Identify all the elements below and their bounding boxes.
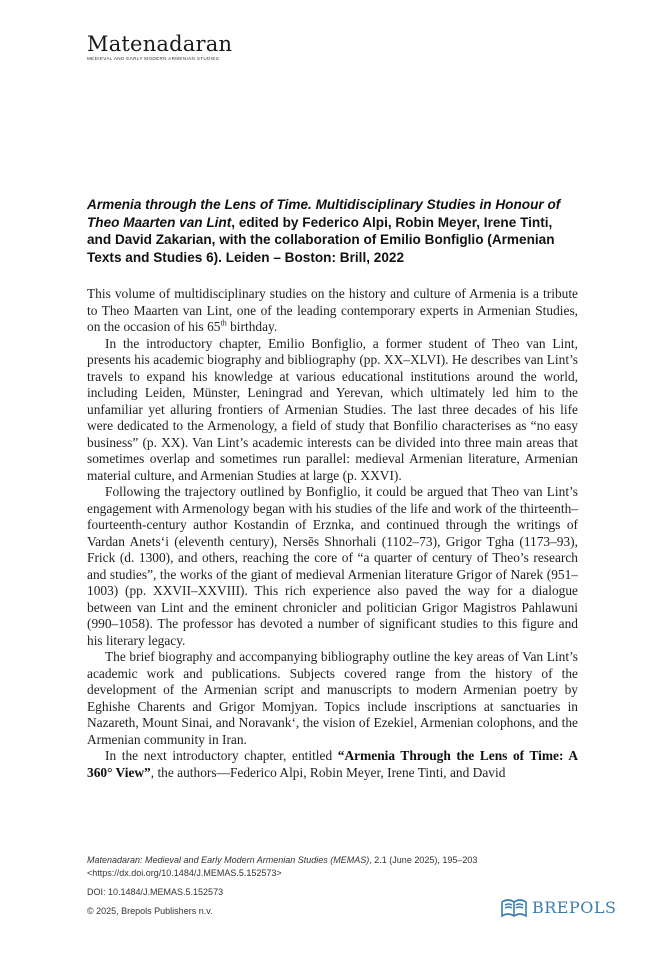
doi: DOI: 10.1484/J.MEMAS.5.152573 bbox=[87, 887, 224, 897]
paragraph-5 bbox=[87, 748, 578, 781]
paragraph-1-end: birthday. bbox=[226, 319, 278, 334]
citation-url[interactable]: <https://dx.doi.org/10.1484/J.MEMAS.5.152573> bbox=[87, 868, 282, 878]
citation-issue: , 2.1 (June 2025), 195–203 bbox=[369, 855, 478, 865]
publisher-logo bbox=[500, 894, 616, 920]
paragraph-5-end: , the authors—Federico Alpi, Robin Meyer, Irene Tinti, and David bbox=[150, 764, 506, 780]
paragraph-5-text: In the next introductory chapter, entitled bbox=[105, 748, 338, 763]
paragraph-1-text: This volume of multidisciplinary studies on the history and culture of Armenia is a tribute to Theo Maarten van Lint, one of the leading contemporary experts in Armenian Studies, on the occasion of his 65 bbox=[87, 286, 578, 334]
chapter-title: “Armenia Through the Lens of Time: A 360° View” bbox=[87, 748, 578, 780]
brepols-book-icon bbox=[500, 894, 528, 920]
book-title: Armenia through the Lens of Time. Multidisciplinary Studies in Honour of Theo Maarten van Lint bbox=[87, 197, 561, 230]
journal-tagline: MEDIEVAL AND EARLY MODERN ARMENIAN STUDIES bbox=[87, 56, 220, 61]
citation bbox=[87, 854, 477, 867]
ordinal-superscript: th bbox=[220, 318, 227, 328]
review-title bbox=[87, 196, 577, 266]
paragraph-4: The brief biography and accompanying bibliography outline the key areas of Van Lint’s academic work and publications. Subjects covered range from the history of the development of the Armenian script and manuscripts to modern Armenian poetry by Eghishe Charents and Grigor Momjyan. Topics include inscriptions at sanctuaries in Nazareth, Mount Sinai, and Noravank‘, the vision of Ezekiel, Armenian colophons, and the Armenian community in Iran. bbox=[87, 649, 578, 747]
paragraph-2: In the introductory chapter, Emilio Bonfiglio, a former student of Theo van Lint, presents his academic biography and bibliography (pp. XX–XLVI). He describes van Lint’s travels to expand his knowledge at various educational institutions around the world, including Leiden, Münster, Leningrad and Yerevan, which ultimately led him to the unfamiliar yet alluring frontiers of Armenian Studies. The last three decades of his life were dedicated to the Armenology, a field of study that Bonfilio characterises as “no easy business” (p. XX). Van Lint’s academic interests can be divided into three main areas that sometimes overlap and sometimes run parallel: medieval Armenian literature, Armenian material culture, and Armenian Studies at large (p. XXVI). bbox=[87, 335, 578, 483]
journal-masthead bbox=[87, 33, 232, 61]
page-footer bbox=[87, 854, 477, 918]
paragraph-3: Following the trajectory outlined by Bonfiglio, it could be argued that Theo van Lint’s engagement with Armenology began with his studies of the life and work of the thirteenth–fourteenth-century author Kostandin of Erznka, and continued through the writings of Vardan Anets‘i (eleventh century), Nersēs Shnorhali (1102–73), Grigor Tgha (1173–93), Frick (d. 1300), and others, reaching the core of “a quarter of century of Theo’s research and studies”, the works of the giant of medieval Armenian literature Grigor of Narek (951–1003) (pp. XXVII–XXVIII). This rich experience also paved the way for a dialogue between van Lint and the eminent chronicler and politician Grigor Magistros Pahlawuni (990–1058). The professor has devoted a number of significant studies to this figure and his literary legacy. bbox=[87, 484, 578, 648]
review-body bbox=[87, 286, 578, 781]
book-details: , edited by Federico Alpi, Robin Meyer, Irene Tinti, and David Zakarian, with the collaboration of Emilio Bonfiglio (Armenian Texts and Studies 6). Leiden – Boston: Brill, 2022 bbox=[87, 214, 555, 265]
journal-citation-title: Matenadaran: Medieval and Early Modern Armenian Studies (MEMAS) bbox=[87, 855, 370, 865]
publisher-name: BREPOLS bbox=[532, 897, 617, 917]
paragraph-1 bbox=[87, 286, 578, 336]
copyright: © 2025, Brepols Publishers n.v. bbox=[87, 906, 213, 916]
journal-logo: Matenadaran bbox=[87, 32, 233, 56]
